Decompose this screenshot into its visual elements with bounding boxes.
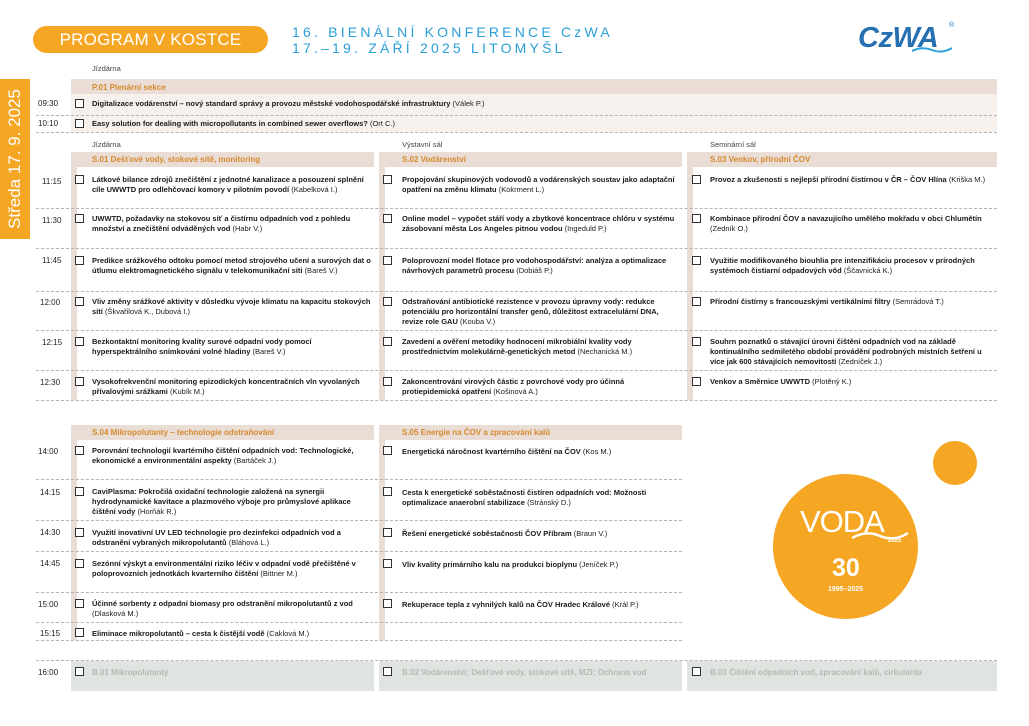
divider — [36, 208, 997, 209]
program-label: PROGRAM V KOSTCE — [33, 26, 268, 53]
talk-item: Vysokofrekvenční monitoring epizodických koncentračních vln vyvolaných přívalovými srážkami (Kubík M.) — [92, 377, 360, 396]
slot-time: 12:30 — [40, 378, 61, 387]
talk-item: Bezkontaktní monitoring kvality surové odpadní vody pomocí hyperspektrálního snímkování volné hladiny (Bareš V.) — [92, 337, 312, 356]
talk-item: Sezónní výskyt a environmentální riziko léčiv v odpadní vodě přečištěné v poloprovozních jednotkách kvarterního čištění (Bittner M.) — [92, 559, 356, 578]
talk-checkbox[interactable] — [75, 528, 84, 537]
slot-time: 12:00 — [40, 298, 61, 307]
section-title: S.05 Energie na ČOV a zpracování kalů — [402, 428, 551, 437]
plenary-talk: Digitalizace vodárenství – nový standard správy a provozu městské vodohospodářské infrastruktury (Válek P.) — [92, 99, 485, 108]
talk-checkbox[interactable] — [383, 599, 392, 608]
talk-item: CaviPlasma: Pokročilá oxidační technologie založená na synergii hydrodynamické kavitace a plazmového výboje pro průmyslové aplikace čištění vody (Horňák R.) — [92, 487, 351, 516]
slot-time: 11:30 — [42, 216, 62, 225]
talk-checkbox[interactable] — [383, 487, 392, 496]
talk-checkbox[interactable] — [692, 297, 701, 306]
talk-checkbox[interactable] — [75, 297, 84, 306]
talk-checkbox[interactable] — [75, 446, 84, 455]
divider — [36, 640, 682, 641]
slot-time: 14:15 — [40, 488, 61, 497]
divider — [36, 248, 997, 249]
talk-item: Zakoncentrování virových částic z povrchové vody pro účinná protiepidemická opatření (Košinová A.) — [402, 377, 625, 396]
voda-logo-range: 1995–2025 — [828, 586, 864, 593]
talk-checkbox[interactable] — [383, 337, 392, 346]
talk-item: Rekuperace tepla z vyhnilých kalů na ČOV Hradec Králové (Král P.) — [402, 600, 639, 609]
slot-time: 16:00 — [38, 668, 59, 677]
talk-item: Propojování skupinových vodovodů a vodárenských soustav jako adaptační opatření na změnu klimatu (Kokrment L.) — [402, 175, 675, 194]
plenary-room: Jízdárna — [92, 64, 121, 73]
talk-item: Porovnání technologií kvartérního čištění odpadních vod: Technologické, ekonomické a environmentální aspekty (Bartáček J.) — [92, 446, 354, 465]
talk-checkbox[interactable] — [383, 214, 392, 223]
slot-time: 15:00 — [38, 600, 59, 609]
talk-item: Venkov a Směrnice UWWTD (Plotěný K.) — [710, 377, 852, 386]
talk-checkbox[interactable] — [383, 256, 392, 265]
talk-checkbox[interactable] — [75, 256, 84, 265]
talk-checkbox[interactable] — [383, 446, 392, 455]
voda-logo-year: 2025 — [888, 538, 902, 544]
slot-time: 12:15 — [42, 338, 63, 347]
talk-checkbox[interactable] — [75, 487, 84, 496]
conference-title: 16. BIENÁLNÍ KONFERENCE CzWA — [292, 24, 613, 40]
talk-item: Řešení energetické soběstačnosti ČOV Příbram (Braun V.) — [402, 529, 608, 538]
talk-checkbox[interactable] — [692, 377, 701, 386]
slot-time: 11:15 — [42, 177, 62, 186]
talk-item: Energetická náročnost kvartérního čištění na ČOV (Kos M.) — [402, 447, 612, 456]
talk-time: 10:10 — [38, 119, 59, 128]
talk-checkbox[interactable] — [75, 337, 84, 346]
czwa-logo: CzWA — [858, 22, 939, 54]
talk-checkbox[interactable] — [692, 175, 701, 184]
talk-checkbox[interactable] — [75, 628, 84, 637]
slot-time: 11:45 — [42, 256, 62, 265]
room-label: Jízdárna — [92, 140, 121, 149]
talk-item: Souhrn poznatků o stávající úrovni čištění odpadních vod na základě kontinuálního sedmiletého období provádění podrobných místních šetření u více jak 600 stávajících nemovitostí (Zedníček J.) — [710, 337, 982, 366]
voda-logo-number: 30 — [832, 554, 860, 582]
divider — [36, 132, 997, 133]
talk-item: Vliv změny srážkové aktivity v důsledku vývoje klimatu na kapacitu stokových sítí (Škvařilová K., Dubová I.) — [92, 297, 371, 316]
logo-wave-icon — [912, 46, 952, 54]
talk-checkbox[interactable] — [75, 99, 84, 108]
talk-item: Eliminace mikropolutantů – cesta k čistější vodě (Caklová M.) — [92, 629, 310, 638]
talk-item: Odstraňování antibiotické rezistence v provozu úpravny vody: redukce potenciálu pro horizontální transfer genů, důležitost extracelulární DNA, revize role GAU (Kouba V.) — [402, 297, 659, 326]
divider — [36, 479, 682, 480]
b-section-title: B.01 Mikropolutanty — [92, 668, 169, 677]
talk-item: UWWTD, požadavky na stokovou síť a čistírnu odpadních vod z pohledu množství a znečištění odváděných vod (Habr V.) — [92, 214, 351, 233]
talk-item: Poloprovozní model flotace pro vodohospodářství: analýza a optimalizace návrhových parametrů procesu (Dobiáš P.) — [402, 256, 667, 275]
divider — [36, 330, 997, 331]
talk-checkbox[interactable] — [692, 667, 701, 676]
divider — [36, 622, 682, 623]
slot-time: 15:15 — [40, 629, 61, 638]
talk-item: Online model – vypočet stáří vody a zbytkové koncentrace chlóru v systému zásobovaní města Los Angeles pitnou vodou (Ingeduld P.) — [402, 214, 675, 233]
talk-checkbox[interactable] — [75, 377, 84, 386]
talk-item: Provoz a zkušenosti s nejlepší přírodní čistírnou v ČR – ČOV Hlína (Kriška M.) — [710, 175, 986, 184]
section-title: S.03 Venkov, přírodní ČOV — [710, 155, 811, 164]
talk-item: Využitie modifikovaného biouhlia pre intenzifikáciu procesov v prírodných systémoch čistiarní odpadových vôd (Ščavnická K.) — [710, 256, 975, 275]
talk-time: 09:30 — [38, 99, 59, 108]
divider — [36, 551, 682, 552]
talk-item: Využití inovativní UV LED technologie pro dezinfekci odpadních vod a odstranění vybraných mikropolutantů (Bláhová L.) — [92, 528, 341, 547]
plenary-band — [71, 79, 997, 94]
divider — [36, 520, 682, 521]
logo-registered-mark: ® — [949, 22, 955, 29]
section-title: S.01 Dešťové vody, stokové sítě, monitoring — [92, 155, 261, 164]
talk-checkbox[interactable] — [75, 119, 84, 128]
voda-logo-word: VODA — [800, 504, 884, 539]
talk-checkbox[interactable] — [383, 667, 392, 676]
column-bar — [687, 167, 693, 400]
day-label: Středa 17. 9. 2025 — [5, 89, 24, 229]
room-label: Výstavní sál — [402, 140, 443, 149]
talk-checkbox[interactable] — [383, 528, 392, 537]
b-section-title: B.03 Čištění odpadních vod, zpracování kalů, cirkularita — [710, 668, 923, 677]
talk-item: Látkové bilance zdrojů znečištění z jednotné kanalizace a posouzení splnění cíle UWWTD pro odlehčovací komory v pilotním povodí (Kabelková I.) — [92, 175, 364, 194]
divider — [36, 370, 997, 371]
talk-checkbox[interactable] — [383, 175, 392, 184]
room-label: Seminární sál — [710, 140, 756, 149]
decor-dot — [933, 441, 977, 485]
talk-item: Predikce srážkového odtoku pomocí metod strojového učení a surových dat o útlumu elektromagnetického signálu v telekomunikační síti (Bareš V.) — [92, 256, 371, 275]
talk-checkbox[interactable] — [692, 256, 701, 265]
talk-checkbox[interactable] — [75, 667, 84, 676]
divider — [36, 291, 997, 292]
plenary-talk: Easy solution for dealing with micropollutants in combined sewer overflows? (Ort C.) — [92, 119, 395, 128]
voda-logo-circle — [773, 474, 918, 619]
talk-item: Vliv kvality primárního kalu na produkci bioplynu (Jeníček P.) — [402, 560, 619, 569]
talk-checkbox[interactable] — [75, 214, 84, 223]
talk-checkbox[interactable] — [75, 559, 84, 568]
plenary-title: P.01 Plenární sekce — [92, 83, 166, 92]
section-title: S.02 Vodárenství — [402, 155, 466, 164]
talk-checkbox[interactable] — [75, 175, 84, 184]
column-bar — [379, 440, 385, 640]
section-title: S.04 Mikropolutanty – technologie odstraňování — [92, 428, 275, 437]
column-bar — [71, 440, 77, 640]
talk-checkbox[interactable] — [383, 297, 392, 306]
talk-item: Zavedení a ověření metodiky hodnocení mikrobiální kvality vody prostřednictvím molekulárně-genetických metod (Nechanická M.) — [402, 337, 633, 356]
divider — [36, 115, 997, 116]
column-bar — [71, 167, 77, 400]
talk-item: Přírodní čistírny s francouzskými vertikálními filtry (Semrádová T.) — [710, 297, 944, 306]
slot-time: 14:45 — [40, 559, 61, 568]
talk-checkbox[interactable] — [75, 599, 84, 608]
talk-checkbox[interactable] — [383, 377, 392, 386]
column-bar — [379, 167, 385, 400]
talk-item: Cesta k energetické soběstačnosti čistíren odpadních vod: Možnosti optimalizace anaerobní stabilizace (Stránský D.) — [402, 488, 647, 507]
talk-item: Kombinace přírodní ČOV a navazujícího umělého mokřadu v obci Chlumětín (Zedník O.) — [710, 214, 982, 233]
talk-checkbox[interactable] — [383, 559, 392, 568]
slot-time: 14:00 — [38, 447, 59, 456]
talk-item: Účinné sorbenty z odpadní biomasy pro odstranění mikropolutantů z vod (Dlasková M.) — [92, 599, 353, 618]
divider — [36, 592, 682, 593]
conference-date-place: 17.–19. ZÁŘÍ 2025 LITOMYŠL — [292, 40, 566, 56]
slot-time: 14:30 — [40, 528, 61, 537]
talk-checkbox[interactable] — [692, 337, 701, 346]
talk-checkbox[interactable] — [692, 214, 701, 223]
b-section-title: B.02 Vodárenství; Dešťové vody, stokové sítě, MZI; Ochrana vod — [402, 668, 647, 677]
divider — [36, 400, 997, 401]
